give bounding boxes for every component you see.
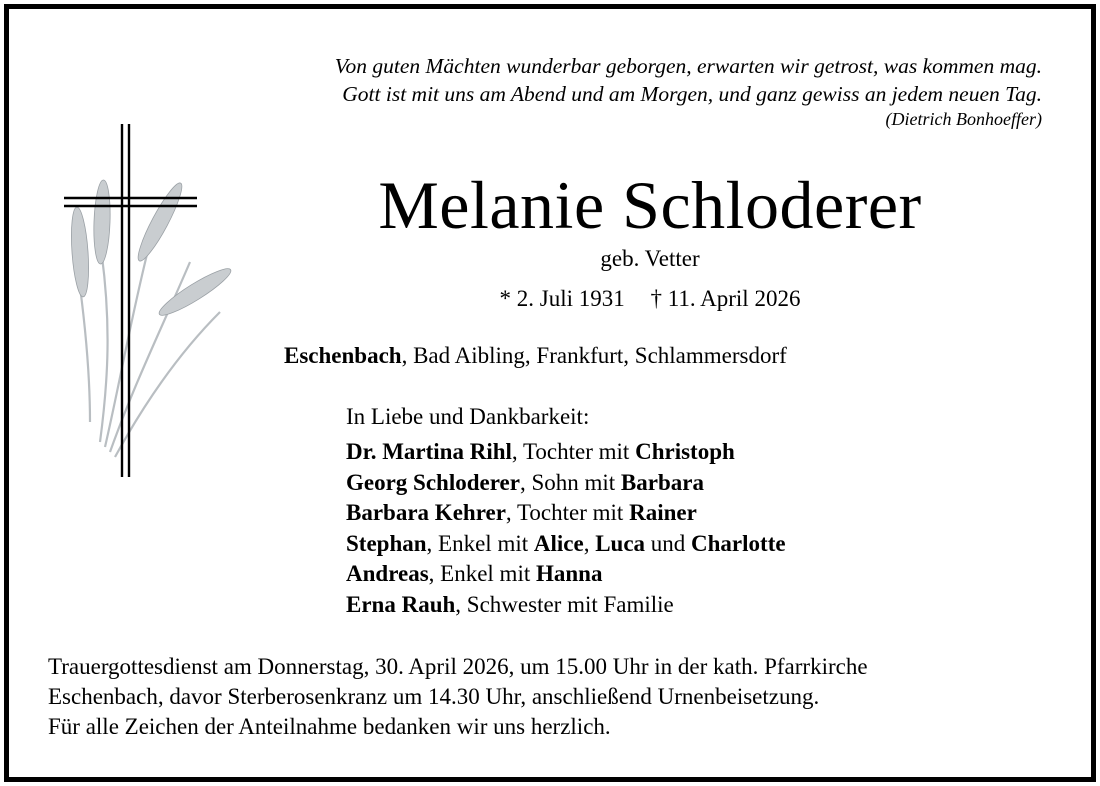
- cross-with-wheat-icon: [60, 122, 240, 482]
- mourner-row: [346, 529, 786, 560]
- funeral-line-2: Eschenbach, davor Sterberosenkranz um 14.30 Uhr, anschließend Urnenbeisetzung.: [48, 684, 820, 709]
- mourner-name: Georg Schloderer: [346, 469, 520, 495]
- funeral-line-3: Für alle Zeichen der Anteilnahme bedanken wir uns herzlich.: [48, 714, 611, 739]
- quote-line-2: Gott ist mit uns am Abend und am Morgen, und ganz gewiss an jedem neuen Tag.: [342, 82, 1042, 106]
- birth-name: geb. Vetter: [600, 246, 700, 271]
- mourner-companion: Charlotte: [691, 530, 786, 556]
- mourner-row: [346, 468, 786, 499]
- mourner-row: [346, 437, 786, 468]
- mourner-name: Andreas: [346, 561, 429, 586]
- mourner-relation: , Schwester mit Familie: [455, 591, 674, 617]
- mourner-companion: Alice: [533, 530, 584, 556]
- mourner-name: Stephan: [346, 530, 427, 556]
- mourner-companion: Luca: [595, 530, 646, 556]
- mourner-row: [346, 559, 786, 590]
- life-dates: [300, 286, 1000, 312]
- quote-line-1: Von guten Mächten wunderbar geborgen, erwarten wir getrost, was kommen mag.: [334, 54, 1042, 78]
- mourner-separator: und: [645, 530, 692, 556]
- quote-source: (Dietrich Bonhoeffer): [885, 109, 1042, 129]
- birth-date: * 2. Juli 1931: [499, 286, 625, 311]
- mourner-name: Barbara Kehrer: [346, 500, 506, 525]
- mourner-companion: Christoph: [635, 439, 735, 464]
- mourner-relation: , Enkel mit: [428, 561, 536, 586]
- mourner-name: Erna Rauh: [346, 591, 456, 617]
- mourner-companion: Hanna: [535, 561, 603, 586]
- mourner-relation: , Enkel mit: [426, 530, 534, 556]
- bible-quote: [335, 52, 1042, 130]
- mourner-row: [346, 590, 786, 621]
- place-rest: , Bad Aibling, Frankfurt, Schlammersdorf: [401, 343, 787, 368]
- mourner-relation: , Tochter mit: [511, 439, 636, 464]
- place-main: Eschenbach: [284, 343, 402, 368]
- deceased-name: Melanie Schloderer: [378, 167, 922, 243]
- funeral-info: [48, 652, 868, 742]
- mourner-separator: ,: [583, 530, 596, 556]
- mourner-name: Dr. Martina Rihl: [346, 439, 512, 464]
- mourner-relation: , Tochter mit: [505, 500, 630, 525]
- mourners-list: [346, 404, 786, 620]
- mourner-companion: Rainer: [629, 500, 697, 525]
- mourner-row: [346, 498, 786, 529]
- places: [284, 343, 787, 369]
- mourner-relation: , Sohn mit: [519, 469, 621, 495]
- death-date: † 11. April 2026: [650, 286, 801, 311]
- mourners-intro: In Liebe und Dankbarkeit:: [346, 404, 590, 429]
- mourner-companion: Barbara: [620, 469, 704, 495]
- funeral-line-1: Trauergottesdienst am Donnerstag, 30. April 2026, um 15.00 Uhr in der kath. Pfarrkirche: [48, 654, 868, 679]
